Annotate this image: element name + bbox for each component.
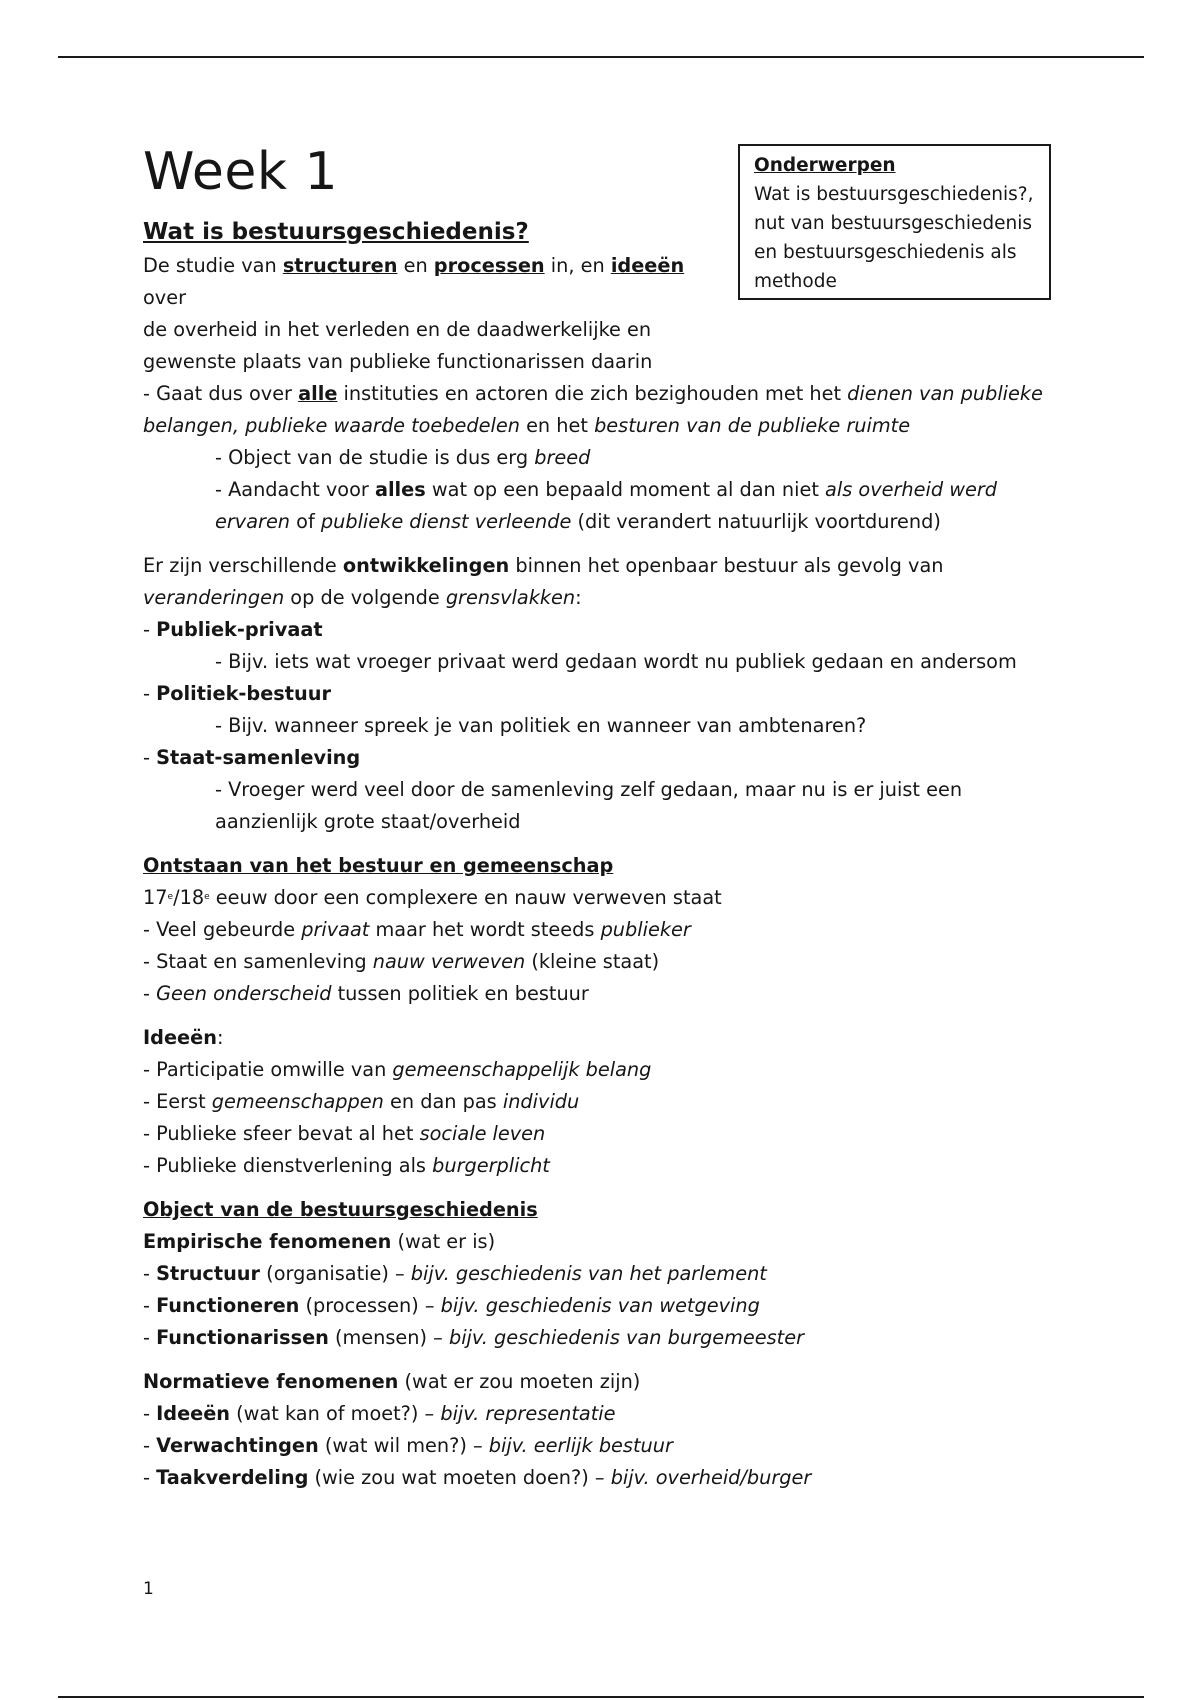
- definition-line: gewenste plaats van publieke functionarissen daarin: [143, 350, 653, 373]
- list-item: - Publieke dienstverlening als burgerplicht: [143, 1154, 550, 1177]
- section-what-is: [143, 216, 713, 378]
- page-title: Week 1: [143, 142, 339, 202]
- list-item: - Participatie omwille van gemeenschappelijk belang: [143, 1058, 652, 1081]
- developments-intro: Er zijn verschillende ontwikkelingen binnen het openbaar bestuur als gevolg van veranderingen op de volgende grensvlakken:: [143, 554, 944, 609]
- boundary-item: - Politiek-bestuur: [143, 682, 331, 705]
- boundary-example: - Bijv. iets wat vroeger privaat werd gedaan wordt nu publiek gedaan en andersom: [215, 650, 1017, 673]
- header-rule: [58, 56, 1144, 58]
- list-item: - Ideeën (wat kan of moet?) – bijv. representatie: [143, 1402, 616, 1425]
- list-item: - Functioneren (processen) – bijv. geschiedenis van wetgeving: [143, 1294, 760, 1317]
- topics-line: Wat is bestuursgeschiedenis?,: [754, 184, 1034, 205]
- century-line: 17e/18e eeuw door een complexere en nauw verweven staat: [143, 886, 722, 909]
- topics-heading: Onderwerpen: [754, 155, 896, 176]
- list-item: - Geen onderscheid tussen politiek en bestuur: [143, 982, 589, 1005]
- list-item: - Taakverdeling (wie zou wat moeten doen?) – bijv. overheid/burger: [143, 1466, 812, 1489]
- list-item: - Veel gebeurde privaat maar het wordt steeds publieker: [143, 918, 691, 941]
- topics-line: nut van bestuursgeschiedenis: [754, 213, 1032, 234]
- footer-rule: [58, 1696, 1144, 1698]
- document-page: [143, 140, 1048, 1494]
- page-number: 1: [143, 1579, 154, 1599]
- ideas-heading: Ideeën:: [143, 1026, 224, 1049]
- sub-bullet: - Object van de studie is dus erg breed: [215, 446, 591, 469]
- sub-bullet: - Aandacht voor alles wat op een bepaald moment al dan niet als overheid werd ervaren of publieke dienst verleende (dit verandert natuurlijk voortdurend): [215, 478, 997, 533]
- definition-line: De studie van structuren en processen in, en ideeën over: [143, 254, 685, 309]
- list-item: - Verwachtingen (wat wil men?) – bijv. eerlijk bestuur: [143, 1434, 673, 1457]
- section-heading: Ontstaan van het bestuur en gemeenschap: [143, 854, 614, 877]
- topics-line: methode: [754, 271, 837, 292]
- list-item: - Eerst gemeenschappen en dan pas individu: [143, 1090, 580, 1113]
- subsection-heading: Empirische fenomenen (wat er is): [143, 1230, 496, 1253]
- boundary-example: - Vroeger werd veel door de samenleving zelf gedaan, maar nu is er juist een aanzienlijk grote staat/overheid: [215, 778, 963, 833]
- section-heading: Object van de bestuursgeschiedenis: [143, 1198, 538, 1221]
- subsection-heading: Normatieve fenomenen (wat er zou moeten zijn): [143, 1370, 641, 1393]
- list-item: - Structuur (organisatie) – bijv. geschiedenis van het parlement: [143, 1262, 767, 1285]
- boundary-item: - Staat-samenleving: [143, 746, 361, 769]
- section-heading: Wat is bestuursgeschiedenis?: [143, 219, 529, 245]
- definition-line: de overheid in het verleden en de daadwerkelijke en: [143, 318, 652, 341]
- boundary-example: - Bijv. wanneer spreek je van politiek en wanneer van ambtenaren?: [215, 714, 867, 737]
- list-item: - Staat en samenleving nauw verweven (kleine staat): [143, 950, 660, 973]
- bullet-line: - Gaat dus over alle instituties en actoren die zich bezighouden met het dienen van publieke belangen, publieke waarde toebedelen en het besturen van de publieke ruimte: [143, 382, 1043, 437]
- boundary-item: - Publiek-privaat: [143, 618, 323, 641]
- topics-line: en bestuursgeschiedenis als: [754, 242, 1017, 263]
- list-item: - Functionarissen (mensen) – bijv. geschiedenis van burgemeester: [143, 1326, 805, 1349]
- list-item: - Publieke sfeer bevat al het sociale leven: [143, 1122, 546, 1145]
